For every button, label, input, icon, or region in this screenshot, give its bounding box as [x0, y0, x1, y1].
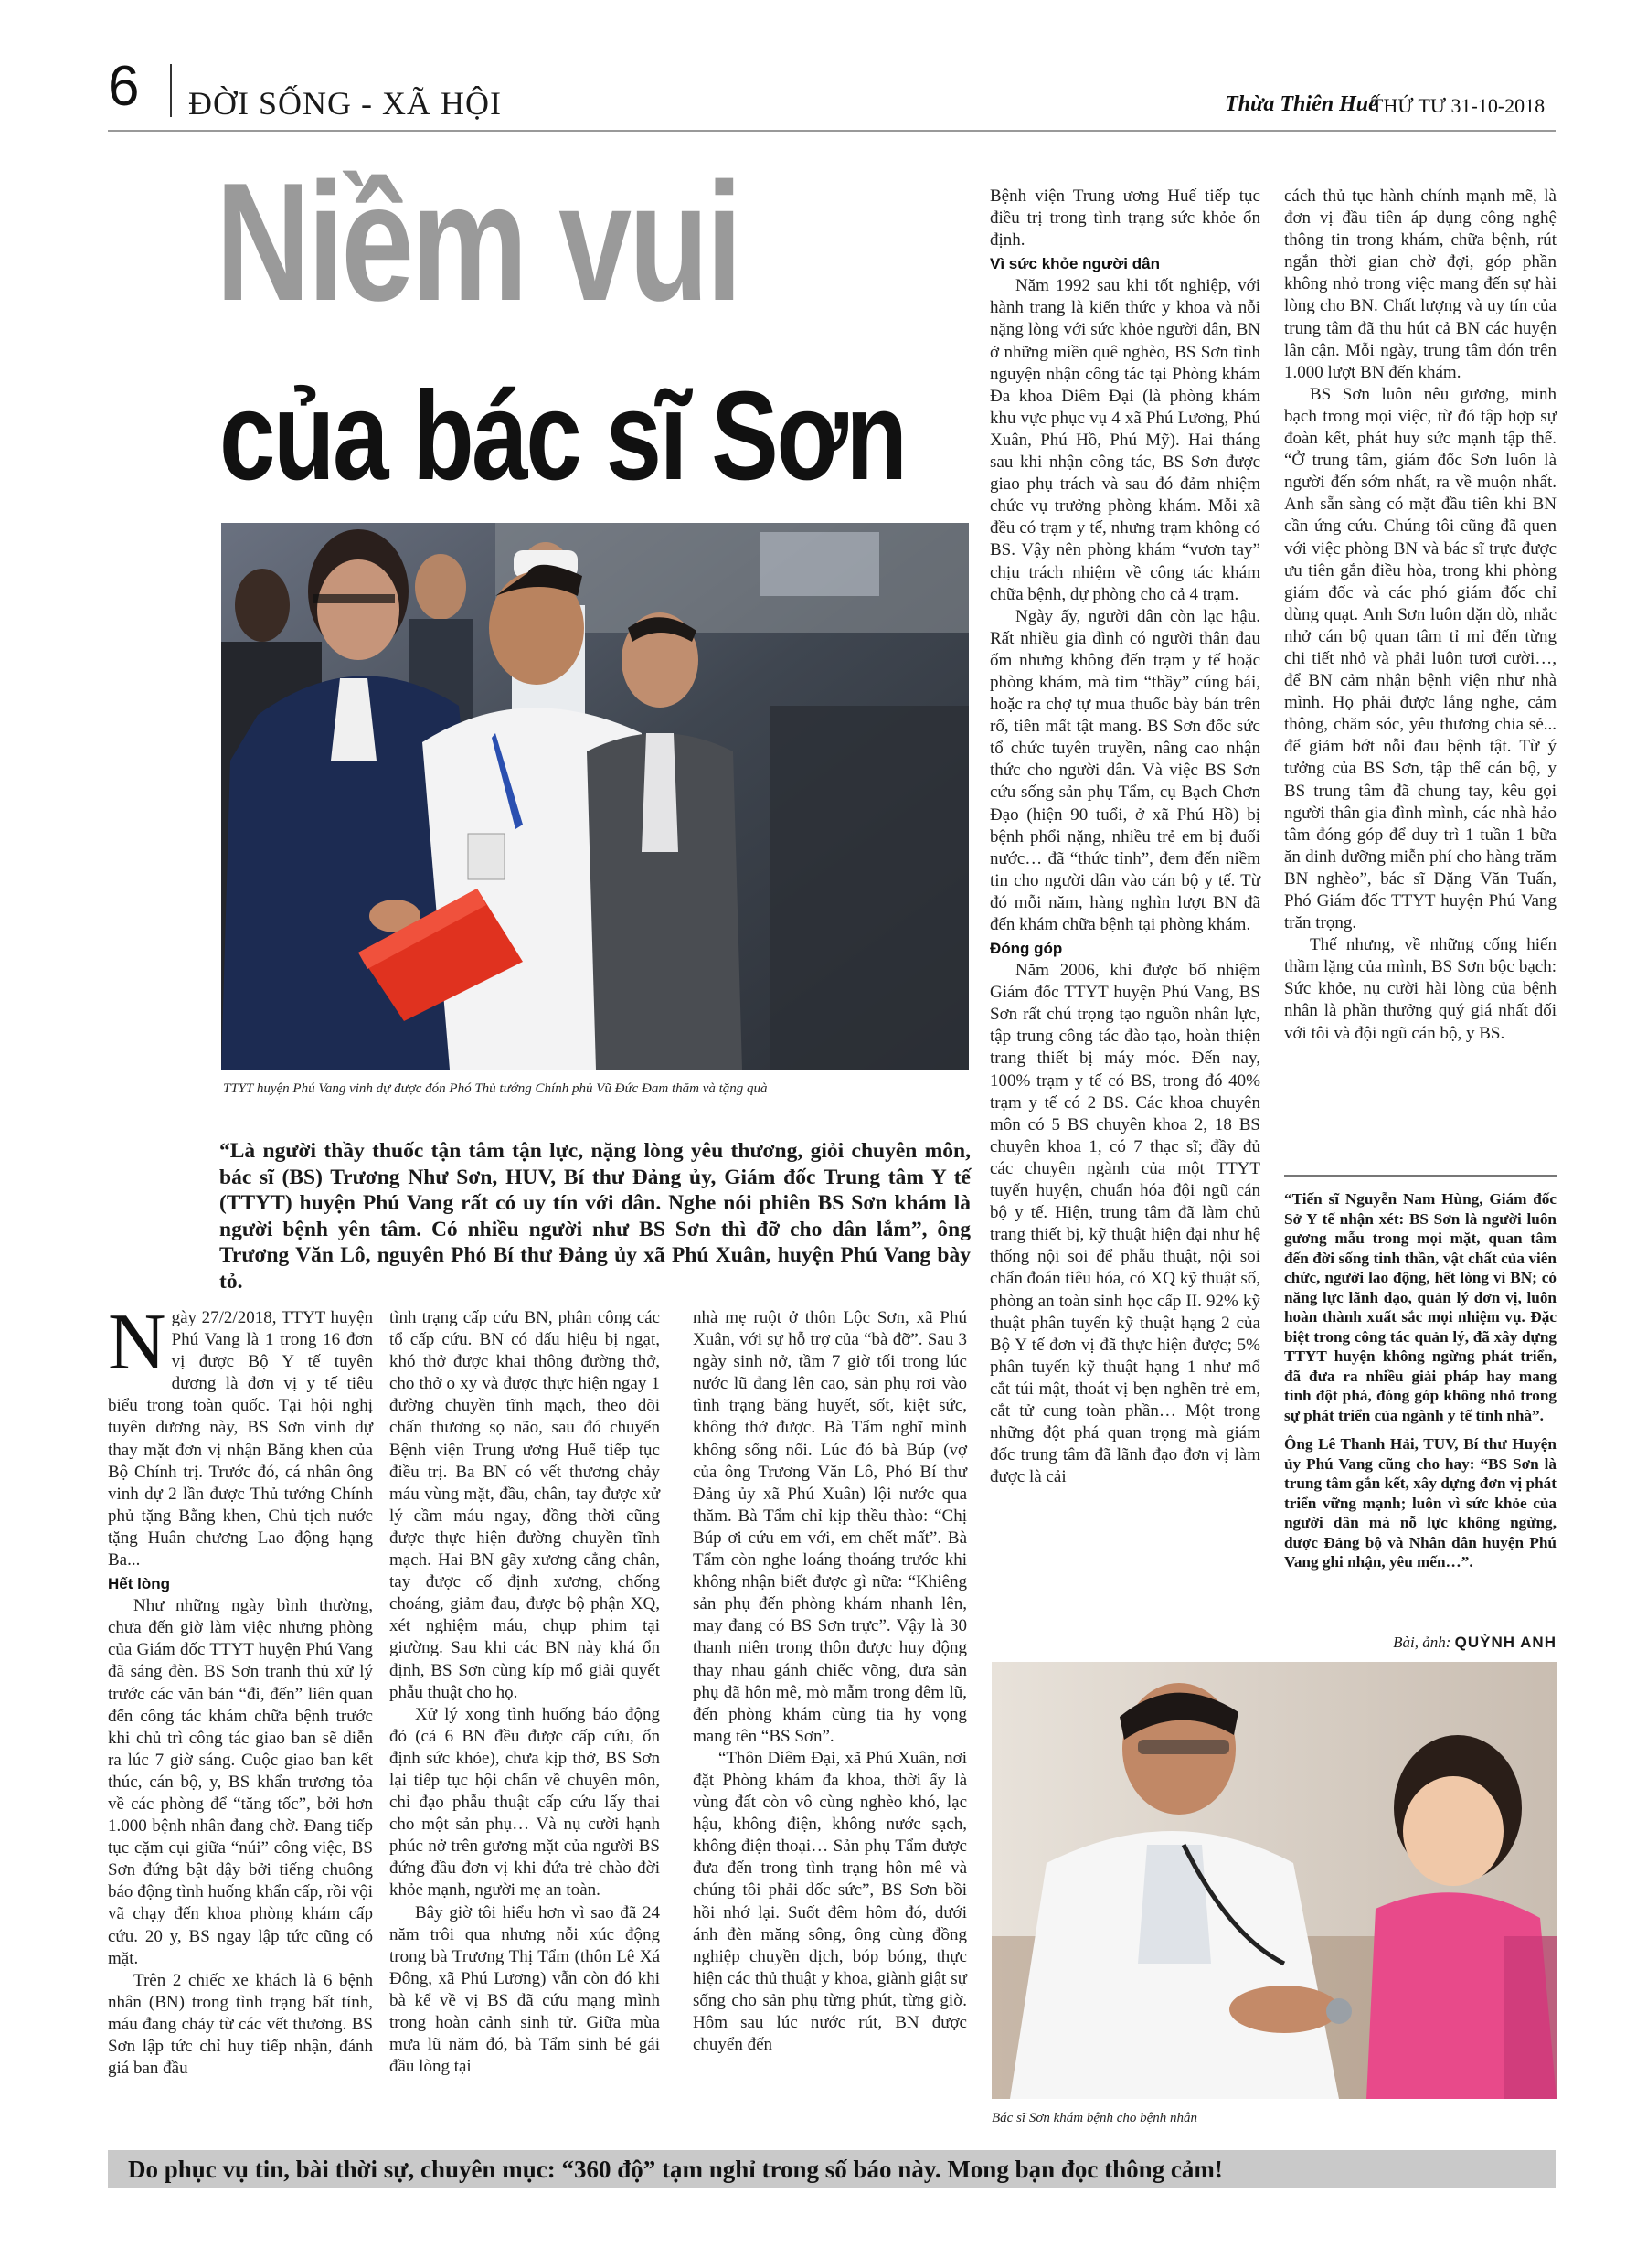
col1-paragraph: Như những ngày bình thường, chưa đến giờ làm việc nhưng phòng của Giám đốc TTYT huyện Phú Vang đã sáng đèn. BS Sơn tranh thủ xử lý trước các văn bản “đi, đến” liên quan đến công tác khám chữa bệnh trước khi chủ trì công tác giao ban sẽ diễn ra lúc 7 giờ sáng. Cuộc giao ban kết thúc, cán bộ, y, BS khẩn trương tỏa về các phòng để “tăng tốc”, bởi hơn 1.000 bệnh nhân đang chờ. Đang tiếp tục cặm cụi giữa “núi” công việc, BS Sơn đứng bật dậy bởi tiếng chuông báo động tình huống khẩn cấp, rồi vội vã chạy đến khoa phòng khám cấp cứu. 20 y, BS ngay lập tức cũng có mặt. — [108, 1596, 373, 1968]
newspaper-name: Thừa Thiên Huế — [1225, 92, 1378, 116]
header-rule — [108, 130, 1556, 132]
article-title-line2: của bác sĩ Sơn — [219, 366, 906, 506]
subhead-vi-suc-khoe: Vì sức khỏe người dân — [990, 255, 1160, 273]
col2-paragraph: tình trạng cấp cứu BN, phân công các tổ cấp cứu. BN có dấu hiệu bị ngạt, khó thở được khai thông đường thở, cho thở o xy và được thực hiện ngay 1 đường chuyền tĩnh mạch, theo dõi chấn thương sọ não, sau đó chuyển Bệnh viện Trung ương Huế tiếp tục điều trị. Ba BN có vết thương chảy máu vùng mặt, đầu, chân, tay được xử lý cầm máu ngay, đồng thời cũng được thực hiện đường chuyền tĩnh mạch. Hai BN gãy xương cẳng chân, tay được cố định xương, chống choáng, giảm đau, được bộ phận XQ, xét nghiệm máu, chụp phim tại giường. Sau khi các BN này khá ổn định, BS Sơn cùng kíp mổ giải quyết phẫu thuật cho họ. — [389, 1308, 660, 1702]
col3-paragraph: “Thôn Diêm Đại, xã Phú Xuân, nơi đặt Phòng khám đa khoa, thời ấy là vùng đất còn vô cùng nghèo khó, lạc hậu, không điện, không nước sạch, không điện thoại… Sản phụ Tẩm được đưa đến trong tình trạng hôn mê và chúng tôi phải dốc sức”, BS Sơn bồi hồi nhớ lại. Suốt đêm hôm đó, dưới ánh đèn măng sông, ông cùng đồng nghiệp chuyền dịch, bóp bóng, thực hiện các thủ thuật y khoa, giành giật sự sống cho sản phụ từng phút, từng giờ. Hôm sau lúc nước rút, BN được chuyển đến — [693, 1748, 967, 2055]
photo-illustration — [221, 523, 969, 1070]
photo-deputy-pm-visit — [221, 523, 969, 1070]
page-number: 6 — [108, 55, 140, 118]
photo2-caption: Bác sĩ Sơn khám bệnh cho bệnh nhân — [992, 2111, 1198, 2125]
col4-paragraph: Ngày ấy, người dân còn lạc hậu. Rất nhiều gia đình có người thân đau ốm nhưng không đến trạm y tế hoặc phòng khám, mà tìm “thầy” cúng bái, hoặc ra chợ tự mua thuốc bày bán trên rổ, tiền mất tật mang. BS Sơn đốc sức tổ chức tuyên truyền, nâng cao nhận thức cho người dân. Và việc BS Sơn cứu sống sản phụ Tẩm, cụ Bạch Chơn Đạo (hiện 90 tuổi, ở xã Phú Hồ) bị bệnh phổi nặng, nhiều trẻ em bị đuối nước… đã “thức tỉnh”, đem đến niềm tin cho người dân vào cán bộ y tế. Từ đó mỗi năm, hàng nghìn lượt BN đã đến khám chữa bệnh tại phòng khám. — [990, 606, 1260, 934]
subhead-het-long: Hết lòng — [108, 1575, 170, 1593]
photo1-caption: TTYT huyện Phú Vang vinh dự được đón Phó Thủ tướng Chính phủ Vũ Đức Đam thăm và tặng quà — [223, 1081, 768, 1096]
col2-paragraph: Bây giờ tôi hiểu hơn vì sao đã 24 năm trôi qua nhưng nỗi xúc động trong bà Trương Thị Tẩm (thôn Lê Xá Đông, xã Phú Lương) vẫn còn đó khi bà kể về vị BS đã cứu mạng mình trong hoàn cảnh sinh tử. Giữa mùa mưa lũ năm đó, bà Tẩm sinh bé gái đầu lòng tại — [389, 1902, 660, 2077]
header-divider — [170, 64, 172, 117]
column-5 — [1284, 186, 1557, 1045]
column-3 — [693, 1307, 967, 2056]
col4-paragraph: Năm 2006, khi được bổ nhiệm Giám đốc TTYT huyện Phú Vang, BS Sơn rất chú trọng tạo nguồn nhân lực, tập trung công tác đào tạo, hoàn thiện trang thiết bị máy móc. Đến nay, 100% trạm y tế có BS, trong đó 40% trạm y tế có 2 BS. Các khoa chuyên môn có 5 BS chuyên khoa 2, 18 BS chuyên khoa 1, có 7 thạc sĩ; đầy đủ các chuyên ngành của một TTYT tuyến huyện, chuẩn hóa đội ngũ cán bộ y tế. Hiện, trung tâm đã làm chủ trang thiết bị, kỹ thuật hiện đại như hệ thống nội soi để phẫu thuật, nội soi chẩn đoán tiêu hóa, có XQ kỹ thuật số, phòng an toàn sinh học cấp II. 92% kỹ thuật phân tuyến kỹ thuật hạng 2 của Bộ Y tế đơn vị đã thực hiện được; 5% phân tuyến kỹ thuật hạng 1 như mổ cắt túi mật, thoát vị bẹn nghẽn trẻ em, cắt tử cung toàn phần… Một trong những đột phá quan trọng mà giám đốc trung tâm đã lãnh đạo đơn vị làm được là cải — [990, 961, 1260, 1487]
col1-paragraph-text: gày 27/2/2018, TTYT huyện Phú Vang là 1 trong 16 đơn vị được Bộ Y tế tuyên dương là đơn vị y tế tiêu biểu trong toàn quốc. Tại hội nghị tuyên dương này, BS Sơn vinh dự thay mặt đơn vị nhận Bằng khen của Bộ Chính trị. Trước đó, cá nhân ông vinh dự 2 lần được Thủ tướng Chính phủ tặng Bằng khen, Chủ tịch nước tặng Huân chương Lao động hạng Ba... — [108, 1308, 373, 1571]
photo-illustration — [992, 1662, 1557, 2099]
section-title: ĐỜI SỐNG - XÃ HỘI — [188, 85, 502, 122]
quote-le-thanh-hai: Ông Lê Thanh Hải, TUV, Bí thư Huyện ủy Phú Vang cũng cho hay: “BS Sơn là trung tâm gắn kết, xây dựng đơn vị phát triển vững mạnh; luôn vì sức khỏe của người dân mà nỗ lực không ngừng, được Đảng bộ và Nhân dân huyện Phú Vang ghi nhận, yêu mến…”. — [1284, 1435, 1557, 1571]
col3-paragraph: nhà mẹ ruột ở thôn Lộc Sơn, xã Phú Xuân, với sự hỗ trợ của “bà đỡ”. Sau 3 ngày sinh nở, tầm 7 giờ tối trong lúc nước lũ đang lên cao, sản phụ rơi vào tình trạng băng huyết, sốt, kiệt sức, không thở được. Bà Tẩm nghĩ mình không sống nổi. Lúc đó bà Búp (vợ của ông Trương Văn Lô, Phó Bí thư Đảng ủy xã Phú Xuân) lội nước qua thăm. Bà Tẩm chỉ kịp thều thào: “Chị Búp ơi cứu em với, em chết mất”. Bà Tẩm còn nghe loáng thoáng trước khi không nhận biết được gì nữa: “Khiêng sản phụ đến phòng khám nhanh lên, may đang có BS Sơn trực”. Vậy là 30 thanh niên trong thôn được huy động thay nhau gánh chiếc võng, đưa sản phụ đã hôn mê, mò mẫm trong đêm lũ, đến phòng khám cùng tia hy vọng mang tên “BS Sơn”. — [693, 1308, 967, 1746]
byline-author: QUỲNH ANH — [1454, 1634, 1557, 1651]
notice-text: Do phục vụ tin, bài thời sự, chuyên mục: “360 độ” tạm nghỉ trong số báo này. Mong bạn đọc thông cảm! — [128, 2156, 1223, 2183]
col2-paragraph: Xử lý xong tình huống báo động đỏ (cả 6 BN đều được cấp cứu, ổn định sức khỏe), chưa kịp thở, BS Sơn lại tiếp tục hội chẩn về chuyên môn, chỉ đạo phẫu thuật cấp cứu lấy thai cho một sản phụ… Và nụ cười hạnh phúc nở trên gương mặt của người BS đứng đầu đơn vị khi đứa trẻ chào đời khỏe mạnh, người mẹ an toàn. — [389, 1704, 660, 1901]
quote-box — [1284, 1175, 1557, 1572]
lead-paragraph: “Là người thầy thuốc tận tâm tận lực, nặng lòng yêu thương, giỏi chuyên môn, bác sĩ (BS) Trương Như Sơn, HUV, Bí thư Đảng ủy, Giám đốc Trung tâm Y tế (TTYT) huyện Phú Vang rất có uy tín với dân. Nghe nói phiên BS Sơn khám là người bệnh yên tâm. Có nhiều người như BS Sơn thì đỡ cho dân lắm”, ông Trương Văn Lô, nguyên Phó Bí thư Đảng ủy xã Phú Xuân, huyện Phú Vang bày tỏ. — [219, 1139, 971, 1294]
col4-paragraph: Bệnh viện Trung ương Huế tiếp tục điều trị trong tình trạng sức khỏe ổn định. — [990, 186, 1260, 250]
photo-doctor-examining-child — [992, 1662, 1557, 2099]
col4-paragraph: Năm 1992 sau khi tốt nghiệp, với hành trang là kiến thức y khoa và nỗi nặng lòng với sức khỏe người dân, BN ở những miền quê nghèo, BS Sơn tình nguyện nhận công tác tại Phòng khám Đa khoa Diêm Đại (là phòng khám khu vực phục vụ 4 xã Phú Lương, Phú Xuân, Phú Hồ, Phú Mỹ). Hai tháng sau khi nhận công tác, BS Sơn được giao phụ trách và sau đó đảm nhiệm chức vụ trưởng phòng khám. Mỗi xã đều có trạm y tế, nhưng trạm không có BS. Vậy nên phòng khám “vươn tay” chịu trách nhiệm về công tác khám chữa bệnh, dự phòng cho cả 4 trạm. — [990, 276, 1260, 604]
issue-date: THỨ TƯ 31-10-2018 — [1371, 94, 1546, 117]
col5-paragraph: BS Sơn luôn nêu gương, minh bạch trong mọi việc, từ đó tập hợp sự đoàn kết, phát huy sức mạnh tập thể. “Ở trung tâm, giám đốc Sơn luôn là người đến sớm nhất, ra về muộn nhất. Anh sẵn sàng có mặt đầu tiên khi BN cần ứng cứu. Chúng tôi cũng đã quen với việc phòng BN và bác sĩ trực được ưu tiên gắn điều hòa, trong khi phòng giám đốc và các phó giám đốc chỉ dùng quạt. Anh Sơn luôn dặn dò, nhắc nhở cán bộ quan tâm tỉ mỉ đến từng chi tiết nhỏ và phải luôn tươi cười…, để BN cảm nhận bệnh viện như nhà mình. Họ phải được lắng nghe, cảm thông, chăm sóc, yêu thương chia sẻ... để giảm bớt nỗi đau bệnh tật. Từ ý tưởng của BS Sơn, tập thể cán bộ, y BS trung tâm đã chung tay, kêu gọi người thân gia đình mình, các nhà hảo tâm đóng góp để duy trì 1 tuần 1 bữa ăn dinh dưỡng miễn phí cho hàng trăm BN nghèo”, bác sĩ Đặng Văn Tuấn, Phó Giám đốc TTYT huyện Phú Vang trăn trọng. — [1284, 384, 1557, 933]
column-1 — [108, 1298, 373, 2080]
column-2 — [389, 1307, 660, 2078]
byline-label: Bài, ảnh: — [1393, 1634, 1451, 1651]
col5-paragraph: cách thủ tục hành chính mạnh mẽ, là đơn vị đầu tiên áp dụng công nghệ thông tin trong khám, chữa bệnh, rút ngắn thời gian chờ đợi, góp phần không nhỏ trong việc mang đến sự hài lòng cho BN. Chất lượng và uy tín của trung tâm đã thu hút cả BN các huyện lân cận. Mỗi ngày, trung tâm đón trên 1.000 lượt BN đến khám. — [1284, 186, 1557, 382]
col1-first-paragraph — [108, 1298, 373, 1571]
drop-cap: N — [108, 1298, 166, 1387]
quote-nguyen-nam-hung: “Tiến sĩ Nguyễn Nam Hùng, Giám đốc Sở Y tế nhận xét: BS Sơn là người luôn gương mẫu trong mọi mặt, quan tâm đến đời sống tinh thần, vật chất của viên chức, người lao động, hết lòng vì BN; có năng lực lãnh đạo, quản lý đơn vị, luôn hoàn thành xuất sắc mọi nhiệm vụ. Đặc biệt trong công tác quản lý, đã xây dựng TTYT huyện không ngừng phát triển, đã đưa ra nhiều giải pháp hay mang tính đột phá, đóng góp không nhỏ trong sự phát triển của ngành y tế tỉnh nhà”. — [1284, 1190, 1557, 1424]
col1-paragraph: Trên 2 chiếc xe khách là 6 bệnh nhân (BN) trong tình trạng bất tỉnh, máu đang chảy từ các vết thương. BS Sơn lập tức chỉ huy tiếp nhận, đánh giá ban đầu — [108, 1970, 373, 2079]
subhead-dong-gop: Đóng góp — [990, 940, 1063, 958]
column-4 — [990, 186, 1260, 1488]
byline — [1284, 1634, 1557, 1652]
article-title-line1: Niềm vui — [216, 147, 740, 335]
col5-paragraph: Thế nhưng, về những cống hiến thầm lặng của mình, BS Sơn bộc bạch: Sức khỏe, nụ cười hài lòng của bệnh nhân là phần thưởng quý giá nhất đối với tôi và đội ngũ cán bộ, y BS. — [1284, 935, 1557, 1043]
